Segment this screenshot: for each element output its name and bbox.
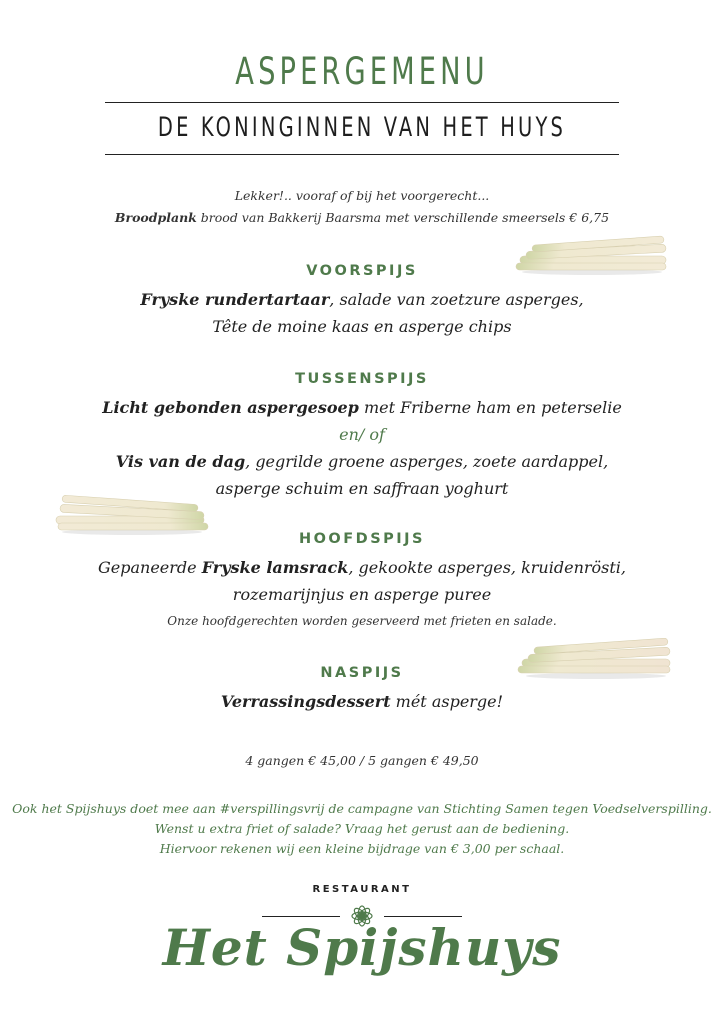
asparagus-bundle-icon bbox=[52, 494, 212, 536]
hoofdspijs-dish-name: Fryske lamsrack bbox=[201, 558, 349, 577]
hoofdspijs-line-2: rozemarijnjus en asperge puree bbox=[232, 585, 492, 604]
broodplank-name: Broodplank bbox=[114, 210, 197, 225]
footer-note-2: Wenst u extra friet of salade? Vraag het gerust aan de bediening. bbox=[154, 821, 570, 836]
footer-note-1: Ook het Spijshuys doet mee aan #verspillingsvrij de campagne van Stichting Samen tegen Voedselverspilling. bbox=[12, 801, 712, 816]
tussenspijs-dish-2-name: Vis van de dag bbox=[115, 452, 246, 471]
title-rule-top bbox=[105, 102, 619, 103]
logo-rule-right bbox=[384, 916, 462, 917]
broodplank-desc: brood van Bakkerij Baarsma met verschillende smeersels € 6,75 bbox=[196, 210, 610, 225]
naspijs-line bbox=[0, 692, 724, 711]
menu-prices: 4 gangen € 45,00 / 5 gangen € 49,50 bbox=[245, 753, 479, 768]
tussenspijs-or: en/ of bbox=[339, 425, 385, 444]
logo-name: Het Spijshuys bbox=[162, 918, 562, 977]
tussenspijs-line-1 bbox=[0, 398, 724, 417]
tussenspijs-line-3: asperge schuim en saffraan yoghurt bbox=[215, 479, 509, 498]
voorspijs-line-1 bbox=[0, 290, 724, 309]
hoofdspijs-note: Onze hoofdgerechten worden geserveerd met frieten en salade. bbox=[167, 614, 557, 628]
hoofdspijs-desc-1: , gekookte asperges, kruidenrösti, bbox=[348, 558, 626, 577]
menu-title: ASPERGEMENU bbox=[235, 50, 489, 93]
intro-line: Lekker!.. vooraf of bij het voorgerecht... bbox=[234, 188, 490, 203]
course-heading-tussenspijs: TUSSENSPIJS bbox=[295, 371, 429, 387]
logo-rule-left bbox=[262, 916, 340, 917]
naspijs-desc: mét asperge! bbox=[390, 692, 504, 711]
course-heading-hoofdspijs: HOOFDSPIJS bbox=[298, 531, 426, 547]
broodplank-line bbox=[0, 210, 724, 225]
title-rule-bottom bbox=[105, 154, 619, 155]
hoofdspijs-line-1 bbox=[0, 558, 724, 577]
tussenspijs-desc-2: , gegrilde groene asperges, zoete aardappel, bbox=[245, 452, 609, 471]
voorspijs-line-2: Tête de moine kaas en asperge chips bbox=[212, 317, 512, 336]
tussenspijs-line-2 bbox=[0, 452, 724, 471]
logo-restaurant-word: RESTAURANT bbox=[312, 884, 412, 895]
voorspijs-desc-1: , salade van zoetzure asperges, bbox=[329, 290, 584, 309]
hoofdspijs-pre: Gepaneerde bbox=[97, 558, 202, 577]
footer-note-3: Hiervoor rekenen wij een kleine bijdrage van € 3,00 per schaal. bbox=[159, 841, 565, 856]
naspijs-dish-name: Verrassingsdessert bbox=[220, 692, 391, 711]
voorspijs-dish-name: Fryske rundertartaar bbox=[140, 290, 330, 309]
course-heading-voorspijs: VOORSPIJS bbox=[306, 263, 418, 279]
tussenspijs-dish-1-name: Licht gebonden aspergesoep bbox=[102, 398, 359, 417]
course-heading-naspijs: NASPIJS bbox=[320, 665, 404, 681]
menu-subtitle: DE KONINGINNEN VAN HET HUYS bbox=[157, 112, 567, 143]
tussenspijs-desc-1: met Friberne ham en peterselie bbox=[358, 398, 622, 417]
